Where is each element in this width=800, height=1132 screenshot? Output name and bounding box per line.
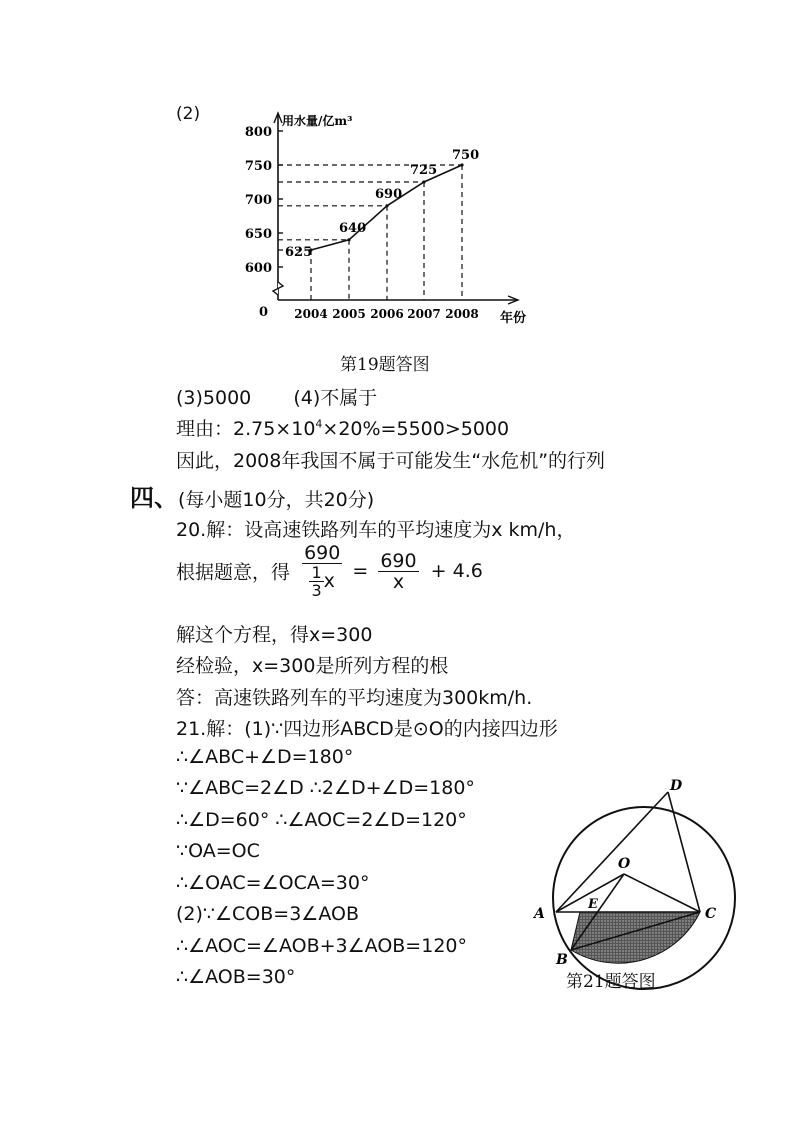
q20-one-third <box>309 564 323 599</box>
q21-line: ∵∠ABC=2∠D ∴2∠D+∠D=180° <box>176 777 475 799</box>
label-a: A <box>534 906 545 922</box>
y-tick-label: 800 <box>244 125 272 140</box>
label-c: C <box>705 906 717 922</box>
y-tick-label: 650 <box>244 227 272 242</box>
q19-reason-prefix: 理由：2.75×10 <box>176 418 316 440</box>
q21-line: ∴∠D=60° ∴∠AOC=2∠D=120° <box>176 809 467 831</box>
q21-line: ∴∠AOC=∠AOB+3∠AOB=120° <box>176 935 467 957</box>
y-axis-label: 用水量/亿m³ <box>282 114 353 128</box>
q19-answers <box>176 383 377 410</box>
q20-frac-right-num: 690 <box>380 549 417 572</box>
x-tick-label: 2006 <box>370 307 404 321</box>
q20-frac-left <box>302 543 342 599</box>
label-e: E <box>588 897 598 912</box>
q21-line: ∵OA=OC <box>176 840 260 862</box>
label-b: B <box>556 952 568 968</box>
q19-reason-suffix: ×20%=5500>5000 <box>322 418 510 440</box>
label-d: D <box>670 778 683 794</box>
shaded-region <box>571 912 700 963</box>
section-heading <box>130 478 374 513</box>
q20-one-third-num: 1 <box>311 563 322 582</box>
q19-part4: (4)不属于 <box>293 387 378 409</box>
y-tick-label: 600 <box>244 261 272 276</box>
q20-solve: 解这个方程，得x=300 <box>176 624 373 646</box>
axis-break <box>273 282 283 295</box>
q20-one-third-den: 3 <box>311 581 322 600</box>
q20-frac-left-den <box>302 564 342 599</box>
q19-part3: (3)5000 <box>176 387 252 409</box>
data-label: 640 <box>339 220 367 236</box>
x-tick-label: 2005 <box>332 307 366 321</box>
q20-den-var: x <box>323 570 335 592</box>
x-tick-label: 2008 <box>445 307 479 321</box>
x-tick-label: 2007 <box>407 307 441 321</box>
segment-oc <box>624 874 700 912</box>
q20-eq-prefix: 根据题意，得 <box>176 561 291 584</box>
q21-line: ∴∠OAC=∠OCA=30° <box>176 872 370 894</box>
chart-caption: 第19题答图 <box>340 355 430 375</box>
q21-line: 21.解：(1)∵四边形ABCD是⊙O的内接四边形 <box>176 718 558 740</box>
data-label: 690 <box>375 186 403 202</box>
section-desc: (每小题10分，共20分) <box>178 489 375 511</box>
q21-line: (2)∵∠COB=3∠AOB <box>176 903 359 925</box>
q19-reason <box>176 414 509 441</box>
segment-dc <box>668 792 700 912</box>
q19-reason-exp: 4 <box>315 417 323 431</box>
q20-frac-right <box>378 551 418 592</box>
q20-answer: 答：高速铁路列车的平均速度为300km/h. <box>176 687 533 709</box>
circle-figure <box>520 770 740 1000</box>
x-tick-label: 2004 <box>294 307 328 321</box>
data-label: 750 <box>452 148 480 163</box>
origin-label: 0 <box>258 305 268 320</box>
water-usage-chart <box>0 0 800 380</box>
data-label: 625 <box>285 245 313 260</box>
part-label: (2) <box>176 104 201 124</box>
segment-ad <box>556 792 668 912</box>
y-tick-label: 750 <box>244 159 272 174</box>
q20-eq-tail: + 4.6 <box>430 560 483 582</box>
q20-check: 经检验，x=300是所列方程的根 <box>176 655 449 677</box>
data-label: 725 <box>410 163 438 178</box>
q21-line: ∴∠ABC+∠D=180° <box>176 746 354 768</box>
y-tick-label: 700 <box>244 193 272 208</box>
x-axis-label: 年份 <box>500 311 527 326</box>
figure-caption: 第21题答图 <box>566 972 656 992</box>
q20-frac-right-den: x <box>392 570 405 593</box>
q20-equation <box>176 543 483 599</box>
q20-equals: = <box>352 560 369 582</box>
q20-frac-left-num: 690 <box>304 542 341 564</box>
q21-line: ∴∠AOB=30° <box>176 966 296 988</box>
section-number: 四、 <box>130 484 178 512</box>
q19-conclusion: 因此，2008年我国不属于可能发生“水危机”的行列 <box>176 450 606 472</box>
label-o: O <box>618 856 631 872</box>
q20-line1: 20.解：设高速铁路列车的平均速度为x km/h， <box>176 519 576 541</box>
